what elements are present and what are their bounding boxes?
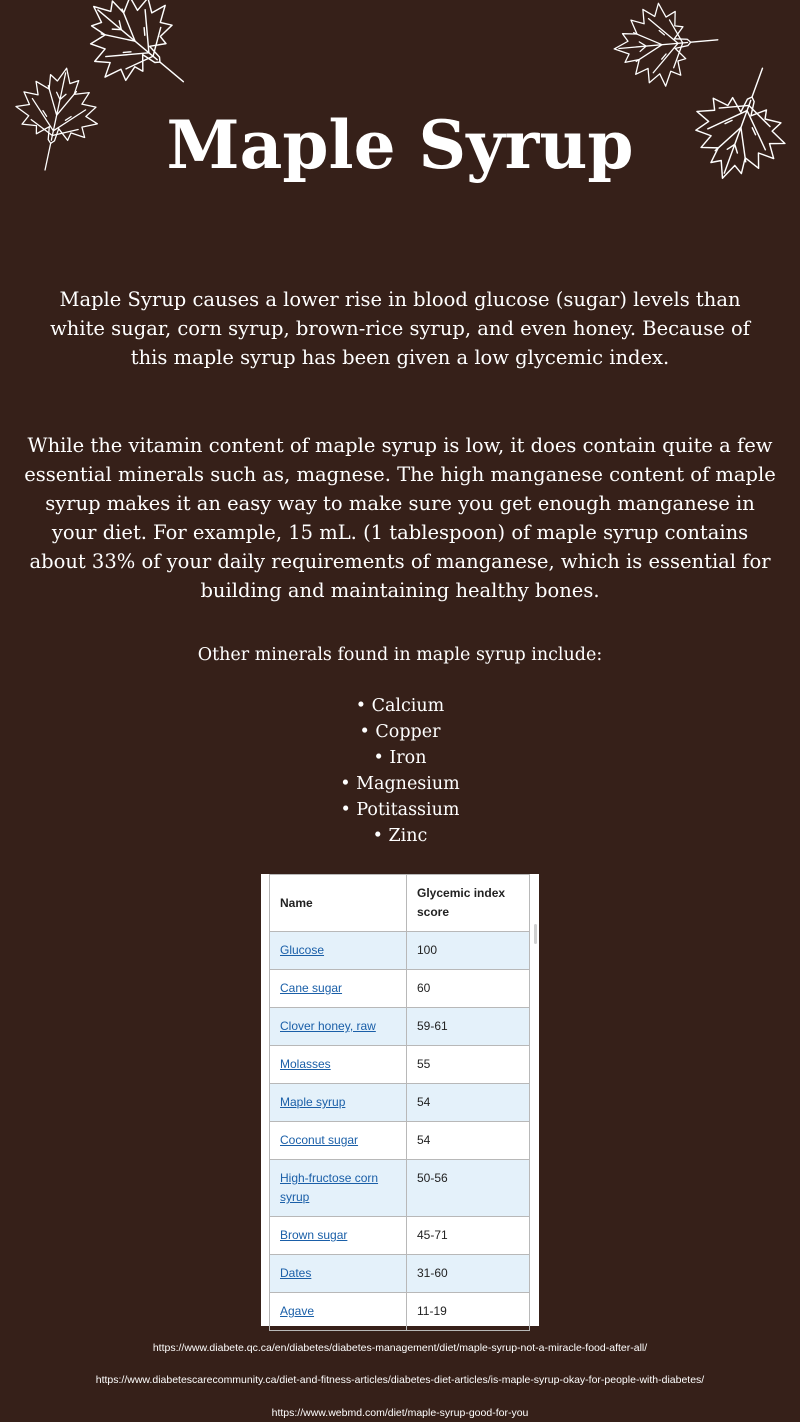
glycemic-index-table-card [261, 874, 539, 1326]
table-row [270, 1122, 530, 1160]
food-link[interactable]: Brown sugar [280, 1228, 348, 1242]
gi-score: 60 [407, 970, 530, 1008]
gi-score: 100 [407, 932, 530, 970]
table-scrollbar[interactable] [534, 924, 537, 944]
column-header-score: Glycemic index score [407, 875, 530, 932]
gi-score: 50-56 [407, 1160, 530, 1217]
gi-score: 11-19 [407, 1293, 530, 1331]
list-item: • Copper [359, 722, 441, 742]
table-row [270, 932, 530, 970]
intro-paragraph: Maple Syrup causes a lower rise in blood glucose (sugar) levels than white sugar, corn syrup, brown-rice syrup, and even honey. Because of this maple syrup has been given a low glycemic index. [50, 288, 750, 369]
table-row [270, 970, 530, 1008]
gi-score: 31-60 [407, 1255, 530, 1293]
minerals-intro: Other minerals found in maple syrup include: [197, 645, 603, 665]
table-row [270, 1046, 530, 1084]
gi-score: 59-61 [407, 1008, 530, 1046]
list-item: • Calcium [355, 696, 445, 716]
table-row [270, 1084, 530, 1122]
glycemic-index-table [269, 874, 530, 1331]
source-url-2: https://www.diabetescarecommunity.ca/diet-and-fitness-articles/diabetes-diet-articles/is-maple-syrup-okay-for-people-with-diabetes/ [95, 1374, 705, 1386]
food-link[interactable]: Dates [280, 1266, 312, 1280]
table-header-row [270, 875, 530, 932]
minerals-paragraph: While the vitamin content of maple syrup is low, it does contain quite a few essential minerals such as, magnese. The high manganese content of maple syrup makes it an easy way to make sure you get enough manganese in your diet. For example, 15 mL. (1 tablespoon) of maple syrup contains about 33% of your daily requirements of manganese, which is essential for building and maintaining healthy bones. [24, 434, 776, 602]
food-link[interactable]: Coconut sugar [280, 1133, 359, 1147]
food-link[interactable]: Molasses [280, 1057, 331, 1071]
food-link[interactable]: Clover honey, raw [280, 1019, 376, 1033]
page-title: Maple Syrup [166, 106, 634, 184]
minerals-list [0, 693, 800, 849]
gi-score: 45-71 [407, 1217, 530, 1255]
gi-score: 55 [407, 1046, 530, 1084]
source-url-3: https://www.webmd.com/diet/maple-syrup-good-for-you [271, 1407, 529, 1419]
food-link[interactable]: Agave [280, 1304, 315, 1318]
gi-score: 54 [407, 1122, 530, 1160]
gi-score: 54 [407, 1084, 530, 1122]
list-item: • Zinc [372, 826, 428, 846]
food-link[interactable]: High-fructose corn syrup [280, 1171, 379, 1204]
list-item: • Magnesium [340, 774, 460, 794]
food-link[interactable]: Glucose [280, 943, 325, 957]
column-header-name: Name [270, 875, 407, 932]
list-item: • Potitassium [340, 800, 460, 820]
food-link[interactable]: Cane sugar [280, 981, 343, 995]
table-row [270, 1160, 530, 1217]
table-row [270, 1255, 530, 1293]
list-item: • Iron [373, 748, 427, 768]
food-link[interactable]: Maple syrup [280, 1095, 346, 1109]
table-row [270, 1008, 530, 1046]
table-row [270, 1293, 530, 1331]
source-url-1: https://www.diabete.qc.ca/en/diabetes/diabetes-management/diet/maple-syrup-not-a-miracle-food-after-all/ [152, 1342, 648, 1354]
table-row [270, 1217, 530, 1255]
